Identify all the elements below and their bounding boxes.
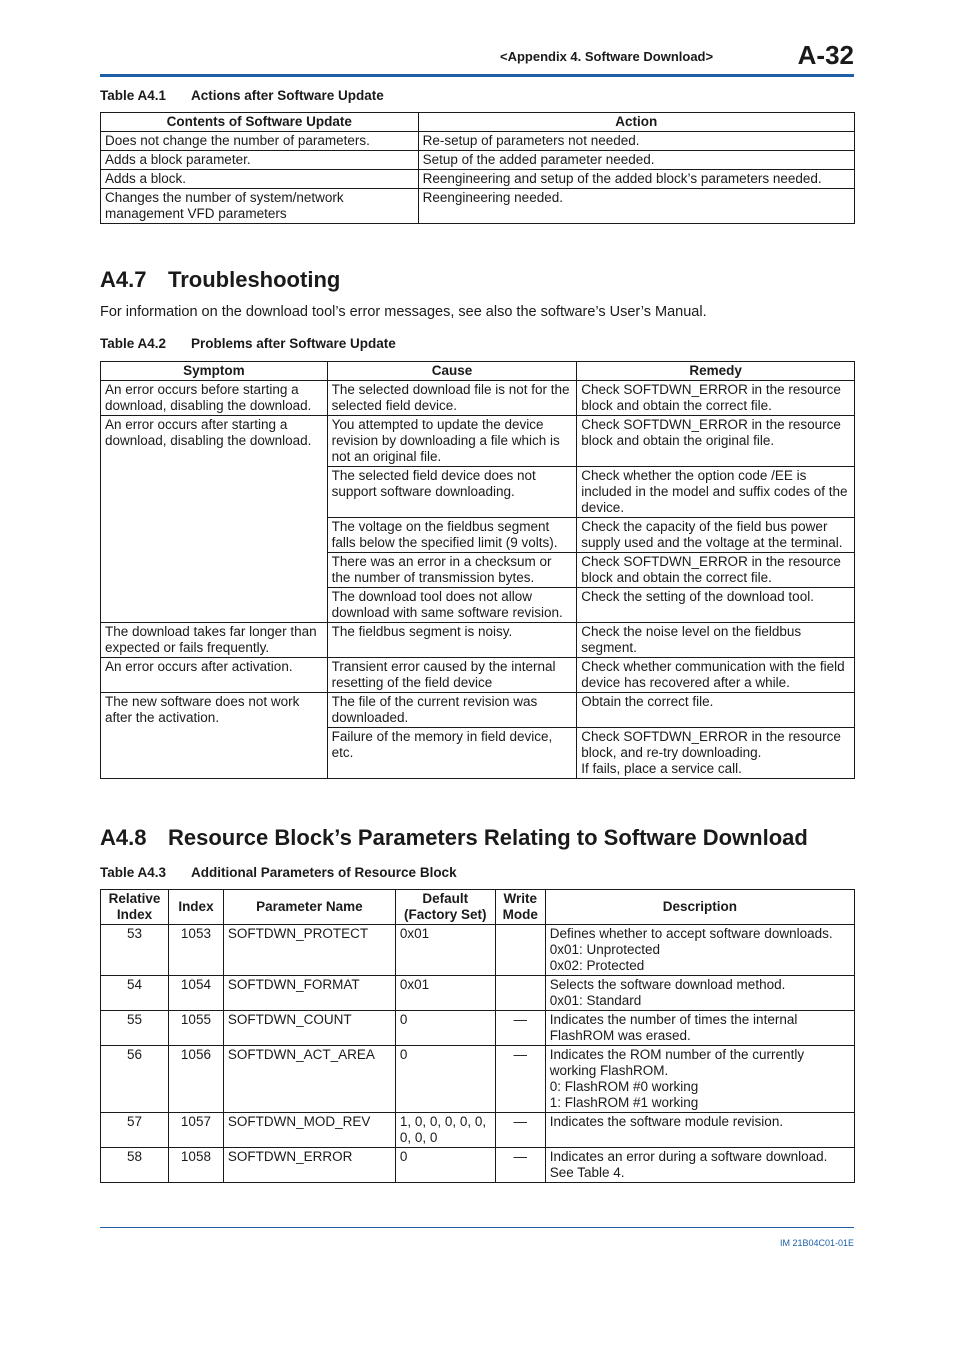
default-cell: 1, 0, 0, 0, 0, 0, 0, 0, 0: [395, 1113, 495, 1148]
table1-header-row: [101, 113, 855, 132]
table2-header-row: [101, 362, 855, 381]
table3-caption: [100, 865, 457, 880]
index-cell: 1057: [168, 1113, 223, 1148]
table3: [100, 889, 855, 1183]
section-number: A4.8: [100, 825, 147, 850]
remedy-cell: Check SOFTDWN_ERROR in the resource block, and re-try downloading. If fails, place a service call.: [577, 728, 855, 779]
cause-cell: The fieldbus segment is noisy.: [327, 623, 577, 658]
table-row: [101, 658, 855, 693]
table1-cell: Does not change the number of parameters.: [101, 132, 419, 151]
table1-caption-number: Table A4.1: [100, 88, 167, 103]
section-heading-troubleshooting: [100, 267, 340, 293]
remedy-cell: Check the noise level on the fieldbus segment.: [577, 623, 855, 658]
table1-cell: Re-setup of parameters not needed.: [418, 132, 854, 151]
relative-index-cell: 56: [101, 1046, 169, 1113]
section-title: Resource Block’s Parameters Relating to Software Download: [168, 825, 808, 850]
description-cell: Indicates the number of times the internal FlashROM was erased.: [545, 1011, 854, 1046]
symptom-cell: An error occurs before starting a download, disabling the download.: [101, 381, 328, 416]
table3-header-cell: Description: [545, 890, 854, 925]
table1-cell: Adds a block parameter.: [101, 151, 419, 170]
cause-cell: The file of the current revision was downloaded.: [327, 693, 577, 728]
cause-cell: You attempted to update the device revision by downloading a file which is not an original file.: [327, 416, 577, 467]
table-row: [101, 1011, 855, 1046]
table2-header-cell: Symptom: [101, 362, 328, 381]
table1-header-cell: Contents of Software Update: [101, 113, 419, 132]
table1-cell: Reengineering and setup of the added block’s parameters needed.: [418, 170, 854, 189]
remedy-cell: Check whether the option code /EE is included in the model and suffix codes of the device.: [577, 467, 855, 518]
table-row: [101, 170, 855, 189]
default-cell: 0: [395, 1011, 495, 1046]
table-row: [101, 693, 855, 728]
page-number: A-32: [797, 40, 854, 70]
table2-header-cell: Cause: [327, 362, 577, 381]
description-cell: Indicates an error during a software download. See Table 4.: [545, 1148, 854, 1183]
parameter-name-cell: SOFTDWN_PROTECT: [223, 925, 395, 976]
header-rule: [100, 74, 854, 77]
table3-caption-title: Additional Parameters of Resource Block: [191, 865, 457, 880]
symptom-cell: The download takes far longer than expected or fails frequently.: [101, 623, 328, 658]
document-id: IM 21B04C01-01E: [779, 1238, 854, 1248]
table-row: [101, 1113, 855, 1148]
parameter-name-cell: SOFTDWN_FORMAT: [223, 976, 395, 1011]
section-title: Troubleshooting: [168, 267, 341, 292]
table-row: [101, 381, 855, 416]
parameter-name-cell: SOFTDWN_COUNT: [223, 1011, 395, 1046]
table2-caption-number: Table A4.2: [100, 336, 167, 351]
remedy-cell: Check the capacity of the field bus power supply used and the voltage at the terminal.: [577, 518, 855, 553]
symptom-cell: An error occurs after activation.: [101, 658, 328, 693]
write-mode-cell: —: [495, 1113, 545, 1148]
table1-cell: Adds a block.: [101, 170, 419, 189]
index-cell: 1053: [168, 925, 223, 976]
index-cell: 1054: [168, 976, 223, 1011]
table-row: [101, 132, 855, 151]
table1-cell: Reengineering needed.: [418, 189, 854, 224]
table-row: [101, 1046, 855, 1113]
parameter-name-cell: SOFTDWN_ACT_AREA: [223, 1046, 395, 1113]
table2-caption: [100, 336, 396, 351]
intro-paragraph: For information on the download tool’s error messages, see also the software’s User’s Manual.: [100, 304, 707, 320]
index-cell: 1055: [168, 1011, 223, 1046]
write-mode-cell: —: [495, 1148, 545, 1183]
table3-header-cell: Relative Index: [101, 890, 169, 925]
default-cell: 0: [395, 1046, 495, 1113]
table3-header-cell: Write Mode: [495, 890, 545, 925]
relative-index-cell: 55: [101, 1011, 169, 1046]
remedy-cell: Obtain the correct file.: [577, 693, 855, 728]
table-row: [101, 976, 855, 1011]
table2-header-cell: Remedy: [577, 362, 855, 381]
symptom-cell: An error occurs after starting a download, disabling the download.: [101, 416, 328, 623]
remedy-cell: Check SOFTDWN_ERROR in the resource block and obtain the correct file.: [577, 381, 855, 416]
index-cell: 1056: [168, 1046, 223, 1113]
table1-header-cell: Action: [418, 113, 854, 132]
remedy-cell: Check SOFTDWN_ERROR in the resource block and obtain the correct file.: [577, 553, 855, 588]
relative-index-cell: 57: [101, 1113, 169, 1148]
table3-header-row: [101, 890, 855, 925]
remedy-cell: Check SOFTDWN_ERROR in the resource block and obtain the original file.: [577, 416, 855, 467]
relative-index-cell: 53: [101, 925, 169, 976]
footer-rule: [100, 1227, 854, 1228]
section-heading-resource-block: [100, 825, 808, 851]
write-mode-cell: —: [495, 1011, 545, 1046]
relative-index-cell: 58: [101, 1148, 169, 1183]
remedy-cell: Check whether communication with the field device has recovered after a while.: [577, 658, 855, 693]
default-cell: 0: [395, 1148, 495, 1183]
table-row: [101, 623, 855, 658]
table3-header-cell: Index: [168, 890, 223, 925]
remedy-cell: Check the setting of the download tool.: [577, 588, 855, 623]
cause-cell: There was an error in a checksum or the number of transmission bytes.: [327, 553, 577, 588]
cause-cell: Failure of the memory in field device, etc.: [327, 728, 577, 779]
table-row: [101, 416, 855, 467]
table-row: [101, 925, 855, 976]
cause-cell: The download tool does not allow download with same software revision.: [327, 588, 577, 623]
table-row: [101, 151, 855, 170]
table1-cell: Setup of the added parameter needed.: [418, 151, 854, 170]
cause-cell: The voltage on the fieldbus segment falls below the specified limit (9 volts).: [327, 518, 577, 553]
table1-caption: [100, 88, 384, 103]
table2: [100, 361, 855, 779]
symptom-cell: The new software does not work after the activation.: [101, 693, 328, 779]
write-mode-cell: [495, 976, 545, 1011]
parameter-name-cell: SOFTDWN_MOD_REV: [223, 1113, 395, 1148]
running-header: <Appendix 4. Software Download>: [500, 49, 714, 64]
section-number: A4.7: [100, 267, 147, 292]
description-cell: Indicates the ROM number of the currently working FlashROM. 0: FlashROM #0 working 1: FlashROM #1 working: [545, 1046, 854, 1113]
table3-caption-number: Table A4.3: [100, 865, 167, 880]
table3-header-cell: Default (Factory Set): [395, 890, 495, 925]
write-mode-cell: [495, 925, 545, 976]
relative-index-cell: 54: [101, 976, 169, 1011]
parameter-name-cell: SOFTDWN_ERROR: [223, 1148, 395, 1183]
table-row: [101, 189, 855, 224]
table1-cell: Changes the number of system/network management VFD parameters: [101, 189, 419, 224]
cause-cell: The selected field device does not support software downloading.: [327, 467, 577, 518]
table3-header-cell: Parameter Name: [223, 890, 395, 925]
default-cell: 0x01: [395, 925, 495, 976]
description-cell: Selects the software download method. 0x01: Standard: [545, 976, 854, 1011]
cause-cell: The selected download file is not for the selected field device.: [327, 381, 577, 416]
table1: [100, 112, 855, 224]
table2-caption-title: Problems after Software Update: [191, 336, 396, 351]
cause-cell: Transient error caused by the internal resetting of the field device: [327, 658, 577, 693]
write-mode-cell: —: [495, 1046, 545, 1113]
index-cell: 1058: [168, 1148, 223, 1183]
description-cell: Indicates the software module revision.: [545, 1113, 854, 1148]
table-row: [101, 1148, 855, 1183]
description-cell: Defines whether to accept software downloads. 0x01: Unprotected 0x02: Protected: [545, 925, 854, 976]
table1-caption-title: Actions after Software Update: [191, 88, 384, 103]
default-cell: 0x01: [395, 976, 495, 1011]
